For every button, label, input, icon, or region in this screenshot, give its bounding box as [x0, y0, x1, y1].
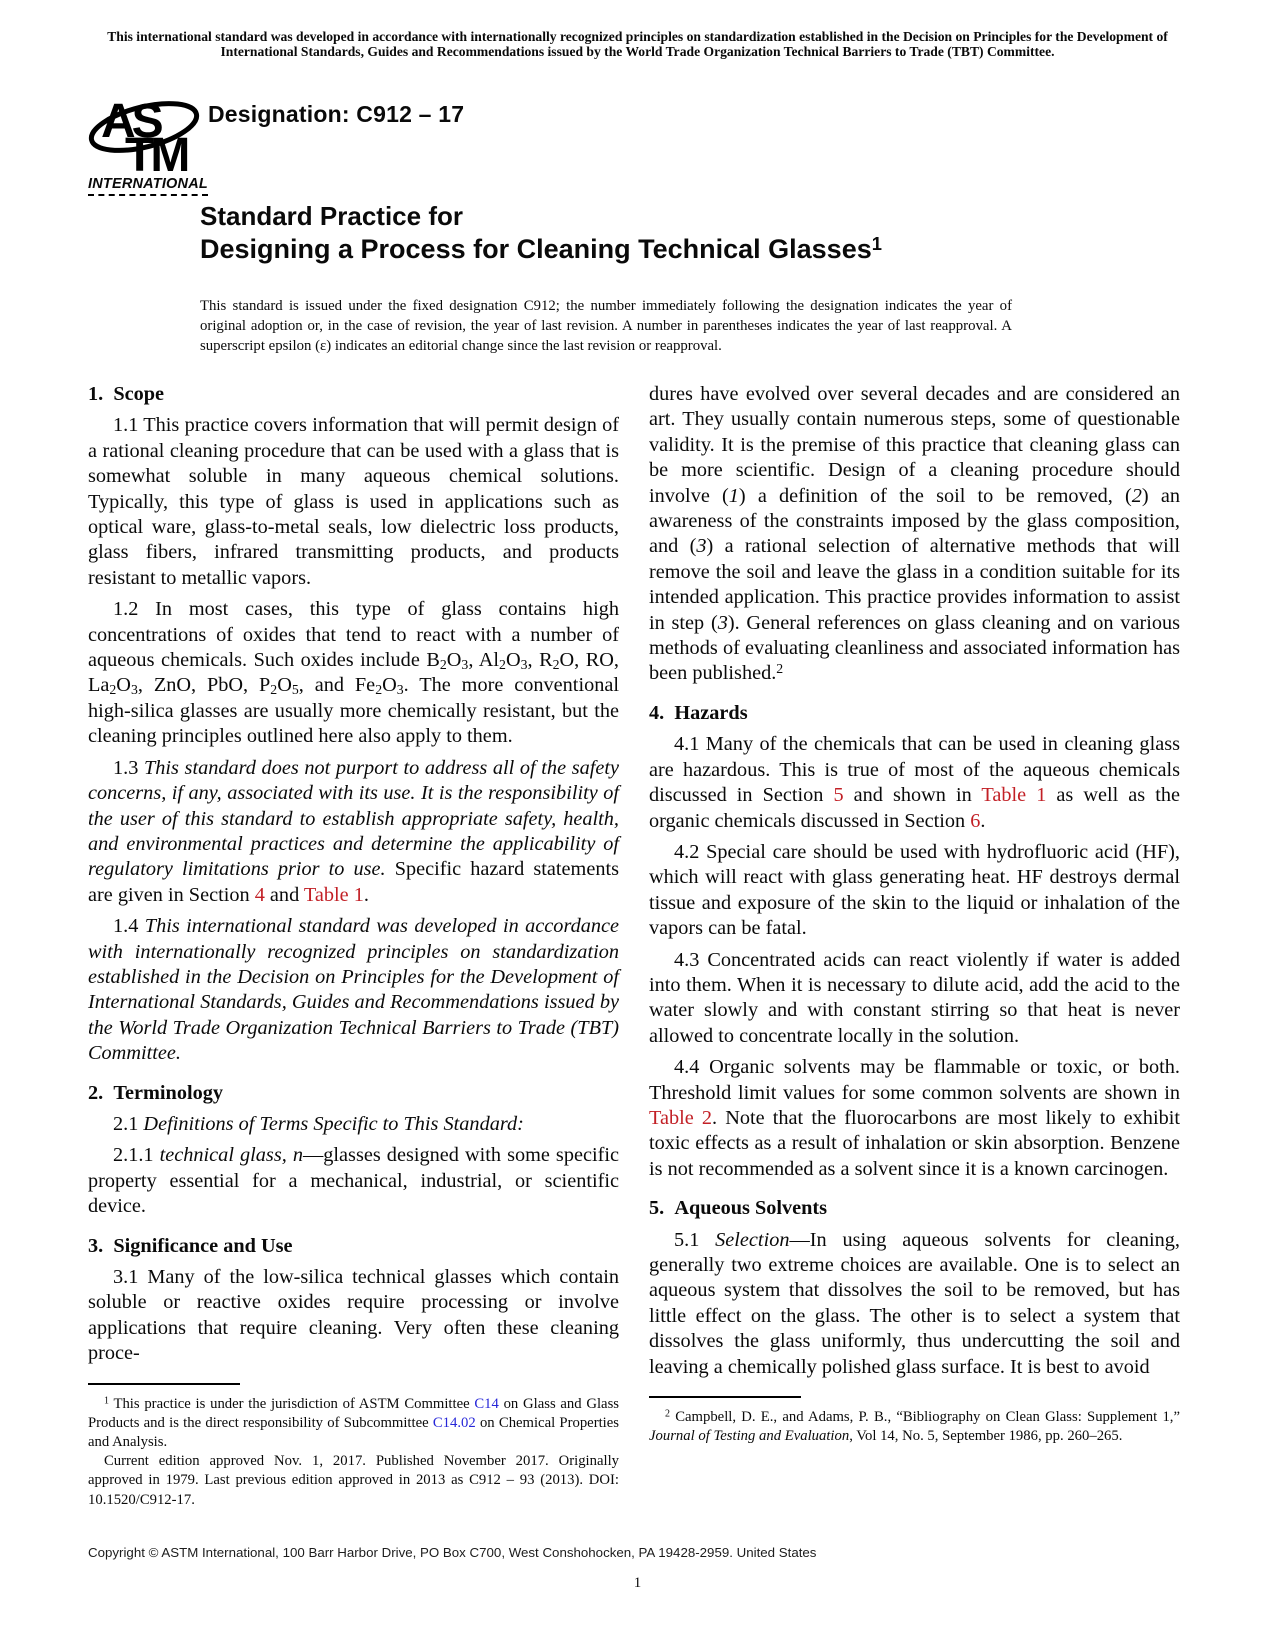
text-segment: O	[446, 649, 462, 672]
text-segment: 5	[291, 682, 299, 698]
section-heading	[88, 1234, 619, 1259]
left-footnotes-content	[88, 1395, 619, 1510]
text-segment: 1.1 This practice covers information that will permit design of a rational cleaning procedure that can be used with a glass that is somewhat soluble in many aqueous chemical solutions. Typically, this type of glass is used in applications such as optical ware, glass-to-metal seals, low dielectric loss products, glass fibers, infrared transmitting products, and products resistant to metallic vapors.	[88, 414, 619, 589]
text-segment: 4.1 Many of the chemicals that can be used in cleaning glass are hazardous. This is true of most of the aqueous chemicals discussed in Section	[649, 733, 1180, 807]
text-segment: technical glass, n	[159, 1144, 303, 1167]
text-segment: O, RO, La	[88, 649, 619, 697]
text-segment: as well as the organic chemicals discussed in Section	[649, 784, 1180, 832]
wto-notice: This international standard was developed in accordance with internationally recognized principles on standardization established in the Decision on Principles for the Development of International Standards, Guides and Recommendations issued by the World Trade Organization Technical Barriers to Trade (TBT) Committee.	[107, 29, 1168, 60]
text-segment: 2.1	[113, 1112, 144, 1135]
section-title: Hazards	[664, 701, 748, 724]
cross-reference-link[interactable]: 4	[254, 883, 265, 906]
text-segment: , ZnO, PbO, P	[137, 674, 271, 697]
cross-reference-link[interactable]: C14	[474, 1395, 499, 1412]
text-segment: This practice is under the jurisdiction of ASTM Committee	[109, 1395, 475, 1412]
astm-logo	[88, 83, 208, 196]
paragraph	[88, 413, 619, 591]
text-segment: O	[116, 674, 131, 697]
title-block	[200, 201, 1070, 266]
text-segment: 1.2 In most cases, this type of glass contains high concentrations of oxides that tend to react with a number of aqueous chemicals. Such oxides include B	[88, 598, 619, 672]
section-title: Significance and Use	[103, 1234, 293, 1257]
text-segment: 2	[270, 682, 278, 698]
text-segment: Current edition approved Nov. 1, 2017. Published November 2017. Originally approved in 1979. Last previous edition approved in 2013 as C912 – 93 (2013). DOI: 10.1520/C912-17.	[88, 1453, 619, 1508]
paragraph	[88, 1452, 619, 1510]
text-segment: 3	[461, 657, 469, 673]
body-columns	[88, 382, 1180, 1510]
cross-reference-link[interactable]: 5	[833, 784, 844, 807]
footnote-divider	[649, 1396, 801, 1398]
section-number: 3.	[88, 1234, 104, 1257]
text-segment: 4.3 Concentrated acids can react violently if water is added into them. When it is necessary to dilute acid, add the acid to the water slowly and with constant stirring so that heat is never allowed to concentrate locally in the solution.	[649, 948, 1180, 1047]
text-segment: 5.1	[674, 1228, 716, 1251]
text-segment: 2	[499, 657, 506, 673]
section-number: 2.	[88, 1081, 104, 1104]
text-segment: 3	[717, 611, 728, 634]
logo-letters-bottom: TM	[125, 129, 187, 175]
text-segment: 3	[130, 682, 138, 698]
page-title	[200, 232, 1070, 266]
paragraph	[88, 914, 619, 1066]
right-footnotes	[649, 1396, 1180, 1446]
paragraph	[649, 732, 1180, 834]
text-segment: , Vol 14, No. 5, September 1986, pp. 260–265.	[849, 1428, 1123, 1445]
text-segment: —In using aqueous solvents for cleaning, generally two extreme choices are available. One is to select an aqueous system that dissolves the soil to be removed, but has little effect on the glass. The other is to select a system that dissolves the glass uniformly, thus undercutting the soil and leaving a chemically polished glass surface. It is best to avoid	[649, 1228, 1180, 1378]
footnote-divider	[88, 1383, 240, 1385]
text-segment: 2	[375, 682, 383, 698]
cross-reference-link[interactable]: Table 1	[303, 883, 364, 906]
text-segment: 3	[396, 682, 404, 698]
cross-reference-link[interactable]: 6	[970, 809, 981, 832]
text-segment: .	[980, 809, 986, 832]
standard-type-title: Standard Practice for	[200, 201, 463, 231]
paragraph	[649, 382, 1180, 687]
text-segment: Definitions of Terms Specific to This Standard:	[143, 1112, 524, 1135]
text-segment: and	[264, 883, 304, 906]
text-segment: . The more conventional high-silica glasses are usually more chemically resistant, but the cleaning principles outlined here also apply to them.	[88, 674, 619, 748]
text-segment: ) a rational selection of alternative methods that will remove the soil and leave the glass in a condition suitable for its intended application. This practice provides information to assist in step (	[649, 535, 1180, 634]
text-segment: Specific hazard statements are given in Section	[88, 858, 619, 906]
page-title-text: Designing a Process for Cleaning Technical Glasses	[200, 234, 872, 264]
paragraph	[649, 840, 1180, 942]
text-segment: ). General references on glass cleaning and on various methods of evaluating cleanliness and associated information has been published.	[649, 611, 1181, 685]
left-column	[88, 382, 619, 1510]
text-segment: ) a definition of the soil to be removed, (	[738, 484, 1132, 507]
paragraph	[88, 756, 619, 908]
copyright-line: Copyright © ASTM International, 100 Barr Harbor Drive, PO Box C700, West Conshohocken, PA 19428-2959. United States	[88, 1545, 817, 1560]
text-segment: , Al	[468, 649, 500, 672]
text-segment: 4.2 Special care should be used with hydrofluoric acid (HF), which will react with glass generating heat. HF destroys dermal tissue and exposure of the skin to the liquid or inhalation of the vapors can be fatal.	[649, 840, 1180, 940]
paragraph	[649, 1408, 1180, 1446]
text-segment: 3.1 Many of the low-silica technical glasses which contain soluble or reactive oxides require processing or involve applications that require cleaning. Very often these cleaning proce-	[88, 1266, 619, 1365]
section-heading	[649, 701, 1180, 726]
issuance-note: This standard is issued under the fixed designation C912; the number immediately following the designation indicates the year of original adoption or, in the case of revision, the year of last revision. A number in parentheses indicates the year of last reapproval. A superscript epsilon (ε) indicates an editorial change since the last revision or reapproval.	[200, 298, 1012, 354]
cross-reference-link[interactable]: C14.02	[432, 1414, 476, 1431]
astm-globe-icon	[88, 83, 204, 175]
text-segment: 3	[520, 657, 528, 673]
text-segment: 2	[109, 682, 117, 698]
text-segment: 1	[728, 484, 739, 507]
section-number: 4.	[649, 701, 665, 724]
text-segment: O	[505, 649, 521, 672]
title-footnote-ref: 1	[871, 232, 882, 254]
right-column-content	[649, 382, 1180, 1380]
paragraph	[649, 948, 1180, 1050]
right-footnotes-content	[649, 1408, 1180, 1446]
text-segment: 1.4	[113, 915, 145, 938]
paragraph	[88, 1143, 619, 1219]
text-segment: .	[363, 883, 369, 906]
text-segment: 2	[1131, 484, 1142, 507]
section-title: Scope	[103, 383, 165, 405]
text-segment: ) an awareness of the constraints imposed by the glass composition, and (	[649, 484, 1180, 558]
designation-label: Designation: C912 – 17	[208, 101, 465, 127]
left-column-content	[88, 382, 619, 1367]
section-heading	[649, 1196, 1180, 1221]
text-segment: 3	[696, 535, 707, 558]
left-footnotes	[88, 1383, 619, 1510]
text-segment: 2	[439, 657, 447, 673]
section-number: 1.	[88, 383, 104, 405]
logo-international-label: INTERNATIONAL	[88, 176, 208, 196]
text-segment: O	[277, 674, 292, 697]
text-segment: on Glass and Glass Products and is the direct responsibility of Subcommittee	[88, 1395, 619, 1431]
text-segment: Campbell, D. E., and Adams, P. B., “Bibliography on Clean Glass: Supplement 1,”	[670, 1409, 1180, 1426]
page-number: 1	[633, 1575, 642, 1591]
text-segment: Journal of Testing and Evaluation	[649, 1428, 850, 1445]
text-segment: 1.3	[113, 756, 144, 779]
text-segment: 4.4 Organic solvents may be flammable or toxic, or both. Threshold limit values for some common solvents are shown in	[649, 1056, 1180, 1104]
section-title: Aqueous Solvents	[664, 1197, 828, 1220]
text-segment: , and Fe	[298, 674, 376, 697]
text-segment: —glasses designed with some specific property essential for a mechanical, industrial, or scientific device.	[88, 1144, 619, 1218]
text-segment: , R	[527, 649, 553, 672]
section-title: Terminology	[103, 1081, 224, 1104]
text-segment: and shown in	[843, 784, 982, 807]
text-segment: This standard does not purport to address all of the safety concerns, if any, associated with its use. It is the responsibility of the user of this standard to establish appropriate safety, health, and environmental practices and determine the applicability of regulatory limitations prior to use.	[88, 756, 619, 881]
text-segment: dures have evolved over several decades and are considered an art. They usually contain numerous steps, some of questionable validity. It is the premise of this practice that cleaning glass can be more scientific. Design of a cleaning procedure should involve (	[649, 383, 1180, 507]
section-heading	[88, 1081, 619, 1106]
cross-reference-link[interactable]: Table 1	[981, 784, 1047, 807]
cross-reference-link[interactable]: Table 2	[649, 1106, 713, 1129]
logo-letters-top: AS	[101, 95, 160, 148]
text-segment: . Note that the fluorocarbons are most likely to exhibit toxic effects as a result of inhalation or skin absorption. Benzene is not recommended as a solvent since it is a known carcinogen.	[649, 1106, 1180, 1180]
text-segment: 2.1.1	[113, 1144, 160, 1167]
text-segment: 2	[776, 661, 784, 677]
paragraph	[88, 1112, 619, 1137]
section-heading	[88, 382, 619, 407]
text-segment: on Chemical Properties and Analysis.	[88, 1414, 619, 1451]
paragraph	[88, 1265, 619, 1367]
section-number: 5.	[649, 1197, 665, 1220]
text-segment: 1	[104, 1395, 109, 1407]
text-segment: This international standard was developed in accordance with internationally recognized principles on standardization established in the Decision on Principles for the Development of International Standards, Guides and Recommendations issued by the World Trade Organization Technical Barriers to Trade (TBT) Committee.	[88, 915, 620, 1065]
text-segment: Selection	[715, 1228, 790, 1251]
paragraph	[649, 1055, 1180, 1182]
text-segment: 2	[552, 657, 560, 673]
paragraph	[649, 1228, 1180, 1380]
text-segment: O	[382, 674, 397, 697]
right-column	[649, 382, 1180, 1510]
text-segment: 2	[665, 1408, 670, 1420]
paragraph	[88, 597, 619, 749]
paragraph	[88, 1395, 619, 1453]
